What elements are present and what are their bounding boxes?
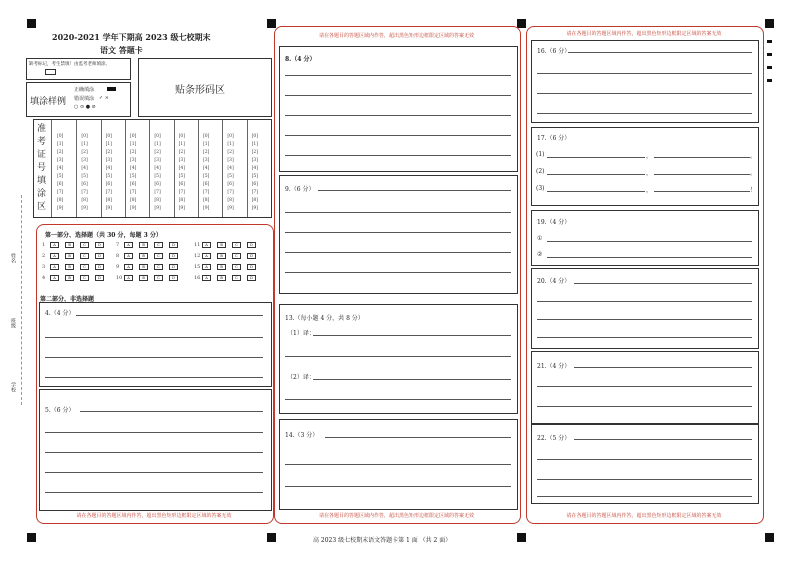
id-digit-bubble[interactable]: [5] <box>57 174 64 179</box>
id-digit-bubble[interactable]: [0] <box>178 134 186 139</box>
id-digit-bubble[interactable]: [7] <box>203 190 210 195</box>
mc-question-number: 3 <box>42 264 46 270</box>
part2-title: 第二部分、非选择题 <box>40 296 95 303</box>
id-digit-bubble[interactable]: [3] <box>81 158 88 163</box>
id-digit-bubble[interactable]: [2] <box>105 150 113 155</box>
warning-left: 请在各题目的答题区域内作答，超出黑色矩形边框限定区域的答案无效 <box>76 513 232 519</box>
id-digit-bubble[interactable]: [1] <box>81 142 88 147</box>
mc-option-bubble[interactable]: B <box>65 264 74 270</box>
mc-option-bubble[interactable]: A <box>50 253 59 259</box>
fill-wrong-label: 错误填涂 <box>74 96 95 102</box>
mc-option-bubble[interactable]: A <box>202 253 211 259</box>
warning-middle-bottom: 请在各题目的答题区域内作答，超出黑色矩形边框限定区域的答案无效 <box>318 513 474 519</box>
edge-marks <box>767 40 772 92</box>
id-digit-bubble[interactable]: [4] <box>105 166 113 171</box>
id-digit-bubble[interactable]: [6] <box>81 182 88 187</box>
registration-mark <box>27 19 36 28</box>
registration-mark <box>267 533 276 542</box>
registration-mark <box>517 19 526 28</box>
fill-wrong-row2: ○ ⊙ ● ⊘ <box>74 104 96 110</box>
multiple-choice-area <box>42 242 267 290</box>
q13-label: 13.（每小题 4 分，共 8 分） <box>285 315 364 322</box>
id-digit-bubble[interactable]: [0] <box>227 134 234 139</box>
mc-option-bubble[interactable]: B <box>65 242 74 248</box>
id-digit-bubble[interactable]: [4] <box>81 166 88 171</box>
mc-option-bubble[interactable]: C <box>80 242 89 248</box>
id-digit-bubble[interactable]: [4] <box>251 166 259 171</box>
id-digit-bubble[interactable]: [2] <box>227 150 234 155</box>
id-digit-bubble[interactable]: [1] <box>178 142 186 147</box>
mc-option-bubble[interactable]: D <box>95 242 104 248</box>
id-digit-bubble[interactable]: [8] <box>203 198 210 203</box>
q14-answer-box[interactable] <box>279 419 518 510</box>
mc-option-bubble[interactable]: A <box>50 264 59 270</box>
id-digit-bubble[interactable]: [0] <box>105 134 113 139</box>
id-digit-bubble[interactable]: [3] <box>105 158 113 163</box>
id-digit-bubble[interactable]: [1] <box>130 142 137 147</box>
mc-option-bubble[interactable]: D <box>169 253 178 259</box>
q13-answer-box[interactable] <box>279 304 518 414</box>
fill-correct-label: 正确填涂 <box>74 87 95 93</box>
id-digit-bubble[interactable]: [2] <box>154 150 161 155</box>
mc-option-bubble[interactable]: B <box>139 253 148 259</box>
mc-option-bubble[interactable]: B <box>217 242 226 248</box>
q17-1-label: (1) <box>536 151 545 158</box>
id-digit-bubble[interactable]: [7] <box>178 190 186 195</box>
id-digit-bubble[interactable]: [0] <box>57 134 64 139</box>
id-digit-bubble[interactable]: [5] <box>227 174 234 179</box>
id-digit-bubble[interactable]: [9] <box>154 206 161 211</box>
mc-option-bubble[interactable]: C <box>154 253 163 259</box>
q4-answer-box[interactable] <box>39 302 272 387</box>
id-digit-bubble[interactable]: [1] <box>57 142 64 147</box>
id-digit-bubble[interactable]: [8] <box>251 198 259 203</box>
q19-1-label: ① <box>537 235 543 242</box>
id-digit-bubble[interactable]: [5] <box>81 174 88 179</box>
id-digit-bubble[interactable]: [2] <box>130 150 137 155</box>
id-digit-bubble[interactable]: [7] <box>251 190 259 195</box>
mc-option-bubble[interactable]: A <box>124 253 133 259</box>
id-digit-bubble[interactable]: [8] <box>154 198 161 203</box>
mc-question-number: 7 <box>116 242 120 248</box>
mc-option-bubble[interactable]: C <box>154 275 163 281</box>
barcode-area-label: 贴条形码区 <box>175 85 225 96</box>
exam-subtitle: 语文 答题卡 <box>100 45 143 55</box>
mc-option-bubble[interactable]: A <box>50 275 59 281</box>
q16-label: 16.（6 分） <box>537 48 571 55</box>
mc-option-bubble[interactable]: B <box>139 242 148 248</box>
q19-2-label: ② <box>537 251 543 258</box>
mc-question-number: 15 <box>194 264 201 270</box>
mc-option-bubble[interactable]: D <box>95 264 104 270</box>
mc-option-bubble[interactable]: A <box>202 275 211 281</box>
fill-sample-title: 填涂样例 <box>30 97 67 107</box>
id-digit-bubble[interactable]: [5] <box>130 174 137 179</box>
q4-label: 4.（4 分） <box>45 310 75 317</box>
margin-school-label: 学校 <box>10 382 16 392</box>
id-digit-bubble[interactable]: [9] <box>227 206 234 211</box>
id-digit-bubble[interactable]: [8] <box>178 198 186 203</box>
id-digit-bubble[interactable]: [5] <box>251 174 259 179</box>
registration-mark <box>267 19 276 28</box>
id-digit-bubble[interactable]: [4] <box>154 166 161 171</box>
mc-question-number: 1 <box>42 242 46 248</box>
id-digit-bubble[interactable]: [5] <box>178 174 186 179</box>
q14-label: 14.（3 分） <box>285 432 319 439</box>
id-digit-bubble[interactable]: [7] <box>57 190 64 195</box>
warning-middle-top: 请在各题目的答题区域内作答，超出黑色矩形边框限定区域的答案无效 <box>318 33 474 39</box>
mc-question-number: 10 <box>116 275 123 281</box>
mc-option-bubble[interactable]: D <box>169 264 178 270</box>
fill-sample-box <box>26 82 131 117</box>
mc-question-number: 9 <box>116 264 120 270</box>
id-digit-bubble[interactable]: [3] <box>251 158 259 163</box>
q5-answer-box[interactable] <box>39 389 272 511</box>
margin-name-label: 姓名 <box>10 253 16 263</box>
id-digit-bubble[interactable]: [2] <box>251 150 259 155</box>
id-digit-bubble[interactable]: [7] <box>130 190 137 195</box>
q16-answer-box[interactable] <box>531 40 759 123</box>
mc-option-bubble[interactable]: C <box>80 253 89 259</box>
id-fill-label: 准 考 证 号 填 涂 区 <box>37 124 47 212</box>
id-digit-bubble[interactable]: [6] <box>105 182 113 187</box>
id-digit-bubble[interactable]: [6] <box>251 182 259 187</box>
mc-option-bubble[interactable]: D <box>247 253 256 259</box>
id-digit-bubble[interactable]: [3] <box>178 158 186 163</box>
fill-correct-sample <box>107 87 116 91</box>
mc-option-bubble[interactable]: A <box>124 264 133 270</box>
warning-right-bottom: 请在各题目的答题区域内作答，超出黑色矩形边框限定区域的答案无效 <box>566 513 722 519</box>
id-digit-bubble[interactable]: [4] <box>203 166 210 171</box>
q5-label: 5.（6 分） <box>45 407 75 414</box>
mc-option-bubble[interactable]: C <box>232 264 241 270</box>
id-digit-grid <box>52 120 271 217</box>
binding-line <box>21 195 22 405</box>
id-digit-bubble[interactable]: [1] <box>251 142 259 147</box>
id-digit-bubble[interactable]: [3] <box>154 158 161 163</box>
id-digit-bubble[interactable]: [9] <box>105 206 113 211</box>
id-digit-bubble[interactable]: [3] <box>203 158 210 163</box>
q17-label: 17.（6 分） <box>537 135 571 142</box>
q21-label: 21.（4 分） <box>537 363 571 370</box>
q8-answer-box[interactable] <box>279 46 518 172</box>
mc-option-bubble[interactable]: A <box>50 242 59 248</box>
id-digit-bubble[interactable]: [9] <box>251 206 259 211</box>
id-digit-bubble[interactable]: [6] <box>130 182 137 187</box>
q20-label: 20.（4 分） <box>537 278 571 285</box>
mc-option-bubble[interactable]: B <box>217 264 226 270</box>
id-digit-bubble[interactable]: [0] <box>154 134 161 139</box>
id-digit-bubble[interactable]: [8] <box>130 198 137 203</box>
q17-3-label: (3) <box>536 185 545 192</box>
q21-answer-box[interactable] <box>531 351 759 425</box>
id-digit-bubble[interactable]: [9] <box>57 206 64 211</box>
id-digit-bubble[interactable]: [4] <box>57 166 64 171</box>
registration-mark <box>27 533 36 542</box>
id-digit-bubble[interactable]: [7] <box>227 190 234 195</box>
id-digit-bubble[interactable]: [1] <box>203 142 210 147</box>
id-digit-bubble[interactable]: [5] <box>105 174 113 179</box>
id-digit-bubble[interactable]: [7] <box>154 190 161 195</box>
id-digit-bubble[interactable]: [5] <box>154 174 161 179</box>
id-digit-bubble[interactable]: [2] <box>81 150 88 155</box>
barcode-area <box>138 58 272 117</box>
q17-2-label: (2) <box>536 168 545 175</box>
id-digit-bubble[interactable]: [4] <box>178 166 186 171</box>
id-digit-bubble[interactable]: [9] <box>178 206 186 211</box>
mc-option-bubble[interactable]: C <box>232 253 241 259</box>
q13-1-label: （1）译： <box>287 330 315 337</box>
id-digit-bubble[interactable]: [3] <box>130 158 137 163</box>
absent-mark-box <box>26 58 131 80</box>
mc-question-number: 11 <box>194 242 201 248</box>
id-digit-bubble[interactable]: [0] <box>251 134 259 139</box>
id-digit-bubble[interactable]: [6] <box>203 182 210 187</box>
registration-mark <box>517 533 526 542</box>
id-digit-bubble[interactable]: [6] <box>57 182 64 187</box>
id-digit-bubble[interactable]: [3] <box>227 158 234 163</box>
id-digit-bubble[interactable]: [4] <box>130 166 137 171</box>
absent-mark-bubble[interactable] <box>45 69 56 75</box>
mc-option-bubble[interactable]: D <box>247 264 256 270</box>
q9-label: 9.（6 分） <box>285 186 315 193</box>
fill-wrong-marks: ✓ × <box>99 95 109 101</box>
id-digit-bubble[interactable]: [1] <box>227 142 234 147</box>
registration-mark <box>765 19 774 28</box>
mc-option-bubble[interactable]: C <box>154 264 163 270</box>
id-digit-bubble[interactable]: [1] <box>105 142 113 147</box>
mc-option-bubble[interactable]: D <box>169 242 178 248</box>
id-digit-bubble[interactable]: [6] <box>227 182 234 187</box>
mc-option-bubble[interactable]: B <box>65 275 74 281</box>
margin-class-label: 班级 <box>10 318 16 328</box>
mc-question-number: 8 <box>116 253 120 259</box>
mc-question-number: 4 <box>42 275 46 281</box>
q8-label: 8.（4 分） <box>285 56 316 63</box>
id-digit-bubble[interactable]: [3] <box>57 158 64 163</box>
id-digit-bubble[interactable]: [0] <box>81 134 88 139</box>
id-fill-area <box>33 119 272 218</box>
mc-option-bubble[interactable]: D <box>169 275 178 281</box>
mc-option-bubble[interactable]: C <box>80 275 89 281</box>
id-digit-bubble[interactable]: [8] <box>57 198 64 203</box>
q9-answer-box[interactable] <box>279 175 518 294</box>
mc-option-bubble[interactable]: B <box>139 264 148 270</box>
mc-option-bubble[interactable]: B <box>217 253 226 259</box>
mc-option-bubble[interactable]: A <box>124 242 133 248</box>
mc-question-number: 12 <box>194 253 201 259</box>
registration-mark <box>765 533 774 542</box>
id-digit-bubble[interactable]: [0] <box>130 134 137 139</box>
id-digit-bubble[interactable]: [2] <box>57 150 64 155</box>
mc-option-bubble[interactable]: B <box>217 275 226 281</box>
q13-2-label: （2）译： <box>287 374 315 381</box>
mc-option-bubble[interactable]: C <box>232 242 241 248</box>
mc-question-number: 16 <box>194 275 201 281</box>
id-digit-bubble[interactable]: [6] <box>178 182 186 187</box>
id-digit-bubble[interactable]: [4] <box>227 166 234 171</box>
mc-option-bubble[interactable]: A <box>202 264 211 270</box>
q19-label: 19.（4 分） <box>537 219 571 226</box>
id-digit-bubble[interactable]: [2] <box>203 150 210 155</box>
id-digit-bubble[interactable]: [2] <box>178 150 186 155</box>
mc-option-bubble[interactable]: A <box>202 242 211 248</box>
id-digit-bubble[interactable]: [7] <box>105 190 113 195</box>
mc-option-bubble[interactable]: D <box>95 275 104 281</box>
mc-question-number: 2 <box>42 253 46 259</box>
mc-option-bubble[interactable]: A <box>124 275 133 281</box>
absent-mark-text: 缺考标记，考生禁填！由监考老师填涂。 <box>29 62 110 67</box>
q22-label: 22.（5 分） <box>537 435 571 442</box>
id-digit-bubble[interactable]: [7] <box>81 190 88 195</box>
id-digit-bubble[interactable]: [5] <box>203 174 210 179</box>
mc-option-bubble[interactable]: C <box>154 242 163 248</box>
mc-option-bubble[interactable]: B <box>65 253 74 259</box>
id-digit-bubble[interactable]: [9] <box>130 206 137 211</box>
mc-option-bubble[interactable]: C <box>80 264 89 270</box>
q17-answer-box[interactable]: 17.（6 分） (1) ， 。 (2) ， 。 (3) ， ！ <box>531 127 759 206</box>
q20-answer-box[interactable] <box>531 268 759 349</box>
q19-answer-box[interactable] <box>531 210 759 266</box>
id-digit-bubble[interactable]: [0] <box>203 134 210 139</box>
mc-option-bubble[interactable]: B <box>139 275 148 281</box>
id-digit-bubble[interactable]: [6] <box>154 182 161 187</box>
id-digit-bubble[interactable]: [8] <box>227 198 234 203</box>
id-digit-bubble[interactable]: [8] <box>105 198 113 203</box>
id-digit-bubble[interactable]: [9] <box>81 206 88 211</box>
mc-option-bubble[interactable]: D <box>247 242 256 248</box>
id-digit-bubble[interactable]: [8] <box>81 198 88 203</box>
id-digit-bubble[interactable]: [9] <box>203 206 210 211</box>
footer-text: 高 2023 级七校期末语文答题卡第 1 面 （共 2 面） <box>313 537 452 544</box>
mc-option-bubble[interactable]: D <box>247 275 256 281</box>
warning-right-top: 请在各题目的答题区域内作答，超出黑色矩形边框限定区域的答案无效 <box>566 31 722 37</box>
part1-title: 第一部分、选择题（共 30 分，每题 3 分） <box>45 232 162 239</box>
exam-title: 2020-2021 学年下期高 2023 级七校期末 <box>52 32 211 42</box>
id-digit-bubble[interactable]: [1] <box>154 142 161 147</box>
mc-option-bubble[interactable]: D <box>95 253 104 259</box>
mc-option-bubble[interactable]: C <box>232 275 241 281</box>
q22-answer-box[interactable] <box>531 423 759 504</box>
